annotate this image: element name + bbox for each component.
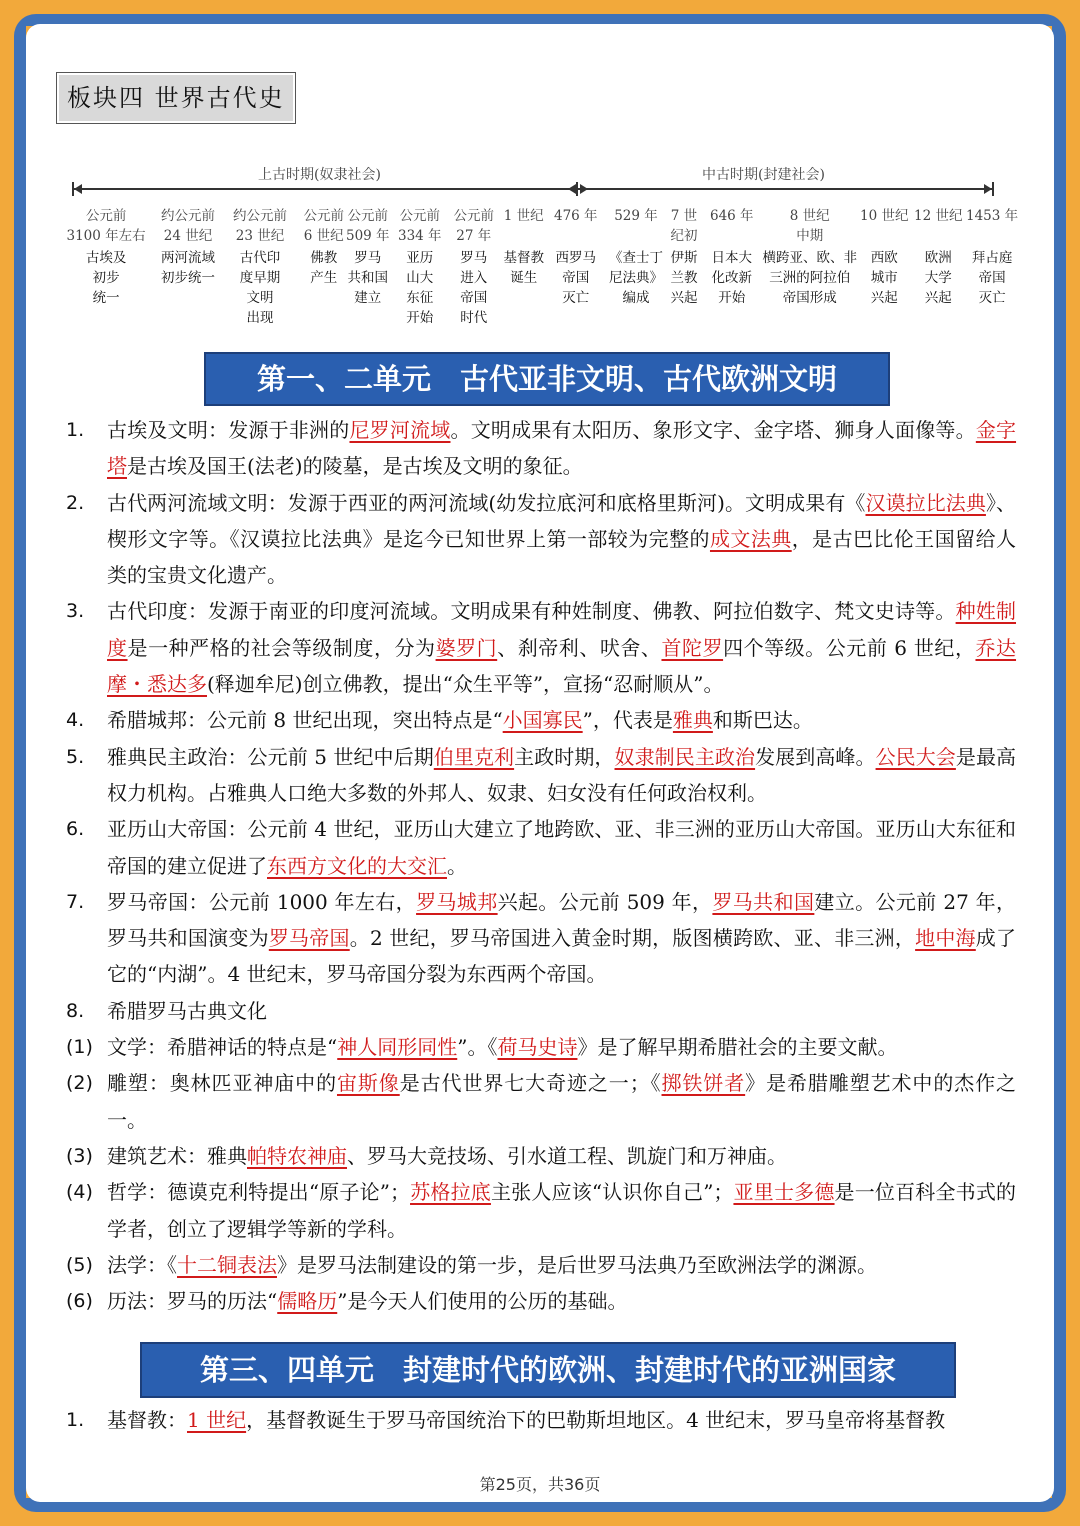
list-item [66, 1283, 1016, 1319]
list-item-number: 7. [66, 890, 85, 913]
list-item [66, 739, 1016, 812]
list-item-text [107, 1029, 1016, 1065]
timeline-item [504, 206, 545, 288]
timeline-item [346, 206, 390, 308]
timeline-era-right: 中古时期(封建社会) [702, 167, 825, 183]
text-run: 》是罗马法制建设的第一步，是后世罗马法典乃至欧洲法学的渊源。 [277, 1252, 877, 1277]
highlight-term: 十二铜表法 [177, 1252, 277, 1277]
list-item-text [107, 485, 1016, 594]
list-item-text [107, 1065, 1016, 1138]
timeline-item [233, 206, 287, 328]
list-item-text [107, 1247, 1016, 1283]
highlight-term: 雅典 [672, 708, 713, 733]
text-run: 雕塑：奥林匹亚神庙中的 [107, 1071, 337, 1096]
list-item-number: (3) [66, 1144, 93, 1167]
text-run: 。文明成果有太阳历、象形文字、金字塔、狮身人面像等。 [450, 418, 976, 442]
timeline-date: 476 年 [554, 208, 598, 224]
text-run: (释迦牟尼)创立佛教，提出“众生平等”，宣扬“忍耐顺从”。 [207, 672, 724, 697]
highlight-term: 宙斯像 [336, 1071, 400, 1096]
timeline-event: 古代印 度早期 文明 出现 [239, 250, 281, 326]
timeline-item [554, 206, 598, 308]
text-run: 古代印度：发源于南亚的印度河流域。文明成果有种姓制度、佛教、阿拉伯数字、梵文史诗等。 [107, 599, 956, 624]
list-item-text [107, 702, 1016, 738]
timeline-event: 日本大 化改新 开始 [711, 250, 753, 306]
timeline-item [860, 206, 908, 308]
timeline-event: 《查士丁 尼法典》 编成 [609, 250, 663, 306]
timeline-event: 欧洲 大学 兴起 [924, 250, 952, 306]
timeline-date: 8 世纪 中期 [789, 208, 830, 244]
highlight-term: 掷铁饼者 [661, 1071, 746, 1096]
text-run: 建立。公元前 27 年，罗马共和国演变为 [107, 889, 1017, 951]
timeline-item [304, 206, 345, 288]
text-run: ，是古巴比伦王国留给人类的宝贵文化遗产。 [107, 526, 1017, 588]
timeline-event: 两河流域 初步统一 [161, 250, 215, 286]
timeline-event: 西欧 城市 兴起 [870, 250, 898, 306]
timeline-date: 公元前 27 年 [453, 208, 494, 244]
timeline-date: 529 年 [614, 208, 658, 224]
highlight-term: 苏格拉底 [410, 1180, 491, 1205]
text-run: 兴起。公元前 509 年， [497, 889, 713, 914]
timeline-item [763, 206, 858, 308]
list-item-number: 2. [66, 491, 85, 514]
list-item-text [107, 884, 1016, 993]
list-item [66, 593, 1016, 702]
highlight-term: 奴隶制民主政治 [614, 744, 756, 769]
text-run: 》是希腊雕塑艺术中的杰作之一。 [107, 1071, 1017, 1132]
timeline-event: 佛教 产生 [310, 250, 338, 286]
text-run: 和斯巴达。 [712, 708, 813, 733]
timeline-item [710, 206, 754, 308]
list-item-number: (6) [66, 1290, 93, 1313]
highlight-term: 婆罗门 [435, 635, 498, 660]
highlight-term: 金字塔 [107, 418, 1017, 479]
list-item-number: (4) [66, 1181, 93, 1204]
timeline-date: 约公元前 23 世纪 [233, 208, 287, 244]
highlight-term: 荷马史诗 [497, 1035, 578, 1060]
highlight-term: 小国寡民 [502, 708, 583, 733]
timeline-date: 12 世纪 [914, 208, 963, 224]
list-item-number: 8. [66, 999, 85, 1022]
timeline-event: 罗马 进入 帝国 时代 [460, 250, 488, 326]
text-run: 哲学：德谟克利特提出“原子论”； [107, 1180, 411, 1205]
highlight-term: 帕特农神庙 [247, 1143, 347, 1168]
text-run: 建筑艺术：雅典 [107, 1143, 247, 1168]
timeline-item [161, 206, 215, 288]
unit-title-banner: 第一、二单元 古代亚非文明、古代欧洲文明 [204, 352, 890, 406]
highlight-term: 尼罗河流域 [349, 418, 451, 442]
text-run: 是一位百科全书式的学者，创立了逻辑学等新的学科。 [107, 1180, 1017, 1241]
timeline-arrow-icon [984, 184, 992, 194]
timeline-axis [72, 188, 994, 190]
list-item-number: 1. [66, 419, 85, 441]
timeline-event: 亚历 山大 东征 开始 [406, 250, 434, 326]
timeline-date: 646 年 [710, 208, 754, 224]
list-item [66, 1402, 1016, 1438]
timeline-arrow-icon [580, 184, 588, 194]
list-item [66, 1029, 1016, 1065]
list-item [66, 993, 1016, 1029]
timeline-date: 公元前 3100 年左右 [66, 208, 146, 244]
highlight-term: 罗马共和国 [712, 889, 815, 914]
list-item-text [107, 993, 1016, 1029]
page-footer: 第25页，共36页 [479, 1475, 601, 1494]
timeline-event: 横跨亚、欧、非 三洲的阿拉伯 帝国形成 [762, 250, 857, 306]
list-item [66, 412, 1016, 485]
text-run: 基督教： [107, 1408, 187, 1432]
timeline-era-left: 上古时期(奴隶社会) [258, 167, 381, 183]
list-item-text [107, 1174, 1016, 1247]
list-item-number: 5. [66, 745, 85, 768]
list-item [66, 1065, 1016, 1138]
timeline-item [454, 206, 495, 328]
text-run: 、刹帝利、吠舍、 [497, 635, 662, 660]
highlight-term: 汉谟拉比法典 [865, 490, 986, 515]
highlight-term: 公民大会 [875, 744, 956, 769]
highlight-term: 种姓制度 [107, 599, 1017, 660]
timeline-tick [576, 182, 578, 196]
timeline-date: 公元前 6 世纪 [303, 208, 344, 244]
timeline-event: 拜占庭 帝国 灭亡 [971, 250, 1013, 306]
content-body [66, 412, 1016, 1319]
text-run: 希腊城邦：公元前 8 世纪出现，突出特点是“ [107, 708, 503, 733]
highlight-term: 地中海 [915, 926, 976, 951]
list-item-text [107, 811, 1016, 884]
timeline-item [914, 206, 962, 308]
timeline-date: 7 世 纪初 [670, 208, 698, 244]
text-run: 》、楔形文字等。《汉谟拉比法典》是迄今已知世界上第一部较为完整的 [107, 490, 1017, 551]
text-run: 历法：罗马的历法“ [107, 1289, 278, 1314]
timeline-date: 约公元前 24 世纪 [161, 208, 215, 244]
timeline-event: 西罗马 帝国 灭亡 [555, 250, 597, 306]
list-item [66, 1174, 1016, 1247]
highlight-term: 乔达摩・悉达多 [107, 635, 1017, 697]
highlight-term: 成文法典 [709, 526, 792, 551]
text-run: 法学：《 [107, 1252, 177, 1277]
content-body [66, 1402, 1016, 1438]
highlight-term: 罗马城邦 [416, 889, 498, 914]
highlight-term: 罗马帝国 [268, 926, 350, 951]
text-run: ”。《 [457, 1035, 498, 1060]
timeline-event: 古埃及 初步 统一 [85, 250, 127, 306]
text-run: ，基督教诞生于罗马帝国统治下的巴勒斯坦地区。4 世纪末，罗马皇帝将基督教 [246, 1408, 946, 1432]
list-item-number: 4. [66, 709, 85, 732]
text-run: 是古代世界七大奇迹之一；《 [399, 1071, 662, 1096]
text-run: 》是了解早期希腊社会的主要文献。 [577, 1035, 898, 1060]
timeline-event: 罗马 共和国 建立 [347, 250, 389, 306]
timeline-date: 1453 年 [966, 208, 1019, 224]
timeline-date: 公元前 334 年 [398, 208, 442, 244]
text-run: 发展到高峰。 [755, 744, 876, 769]
text-run: 主张人应该“认识你自己”； [490, 1180, 734, 1205]
text-run: 罗马帝国：公元前 1000 年左右， [107, 889, 417, 914]
text-run: 四个等级。公元前 6 世纪， [723, 635, 976, 660]
section-tag-label: 板块四 世界古代史 [59, 75, 293, 121]
text-run: 古埃及文明：发源于非洲的 [107, 418, 350, 442]
list-item [66, 485, 1016, 594]
list-item-text [107, 739, 1016, 812]
list-item-number: 3. [66, 600, 85, 623]
text-run: 主政时期， [514, 744, 615, 769]
highlight-term: 亚里士多德 [733, 1180, 835, 1205]
text-run: 。2 世纪，罗马帝国进入黄金时期，版图横跨欧、亚、非三洲， [349, 926, 916, 951]
timeline-item [398, 206, 442, 328]
timeline-tick [992, 182, 994, 196]
unit-title-banner: 第三、四单元 封建时代的欧洲、封建时代的亚洲国家 [140, 1342, 956, 1398]
highlight-term: 伯里克利 [433, 744, 515, 769]
text-run: 希腊罗马古典文化 [107, 998, 267, 1023]
list-item-number: (2) [66, 1072, 93, 1095]
timeline-arrow-icon [74, 184, 82, 194]
list-item-text [107, 593, 1016, 702]
highlight-term: 神人同形同性 [337, 1035, 458, 1060]
text-run: 雅典民主政治：公元前 5 世纪中后期 [107, 744, 434, 769]
list-item-number: 1. [66, 1409, 85, 1431]
list-item [66, 811, 1016, 884]
text-run: 亚历山大帝国：公元前 4 世纪，亚历山大建立了地跨欧、亚、非三洲的亚历山大帝国。亚历山大东征和帝国的建立促进了 [107, 817, 1016, 878]
list-item [66, 1138, 1016, 1174]
timeline-arrow-icon [568, 184, 576, 194]
list-item-text [107, 1138, 1016, 1174]
section-tag [56, 72, 296, 124]
list-item-text [107, 412, 1016, 485]
text-run: 是最高权力机构。占雅典人口绝大多数的外邦人、奴隶、妇女没有任何政治权利。 [107, 744, 1017, 805]
list-item-number: (5) [66, 1253, 93, 1276]
timeline-item [966, 206, 1018, 308]
timeline-item [671, 206, 698, 308]
highlight-term: 儒略历 [277, 1289, 338, 1314]
text-run: ”是今天人们使用的公历的基础。 [337, 1289, 628, 1314]
text-run: 是一种严格的社会等级制度，分为 [127, 635, 436, 660]
text-run: 文学：希腊神话的特点是“ [107, 1035, 338, 1060]
timeline-date: 10 世纪 [860, 208, 909, 224]
highlight-term: 东西方文化的大交汇 [267, 853, 447, 878]
text-run: 。 [447, 853, 467, 878]
list-item-text [107, 1283, 1016, 1319]
list-item [66, 884, 1016, 993]
list-item [66, 702, 1016, 738]
highlight-term: 首陀罗 [661, 635, 724, 660]
text-run: 、罗马大竞技场、引水道工程、凯旋门和万神庙。 [347, 1143, 787, 1168]
timeline [62, 160, 1022, 340]
list-item-text [107, 1402, 1016, 1438]
timeline-item [609, 206, 663, 308]
timeline-item [67, 206, 146, 308]
timeline-date: 公元前 509 年 [346, 208, 390, 244]
highlight-term: 1 世纪 [187, 1408, 247, 1432]
list-item-number: 6. [66, 818, 85, 841]
text-run: 是古埃及国王(法老)的陵墓，是古埃及文明的象征。 [127, 454, 583, 479]
text-run: ”，代表是 [582, 708, 673, 733]
timeline-event: 基督教 诞生 [503, 250, 544, 286]
timeline-event: 伊斯 兰教 兴起 [670, 250, 698, 306]
text-run: 古代两河流域文明：发源于西亚的两河流域(幼发拉底河和底格里斯河)。文明成果有《 [107, 490, 866, 515]
list-item-number: (1) [66, 1036, 93, 1059]
text-run: 成了它的“内湖”。4 世纪末，罗马帝国分裂为东西两个帝国。 [107, 926, 1017, 987]
list-item [66, 1247, 1016, 1283]
timeline-date: 1 世纪 [503, 208, 544, 224]
